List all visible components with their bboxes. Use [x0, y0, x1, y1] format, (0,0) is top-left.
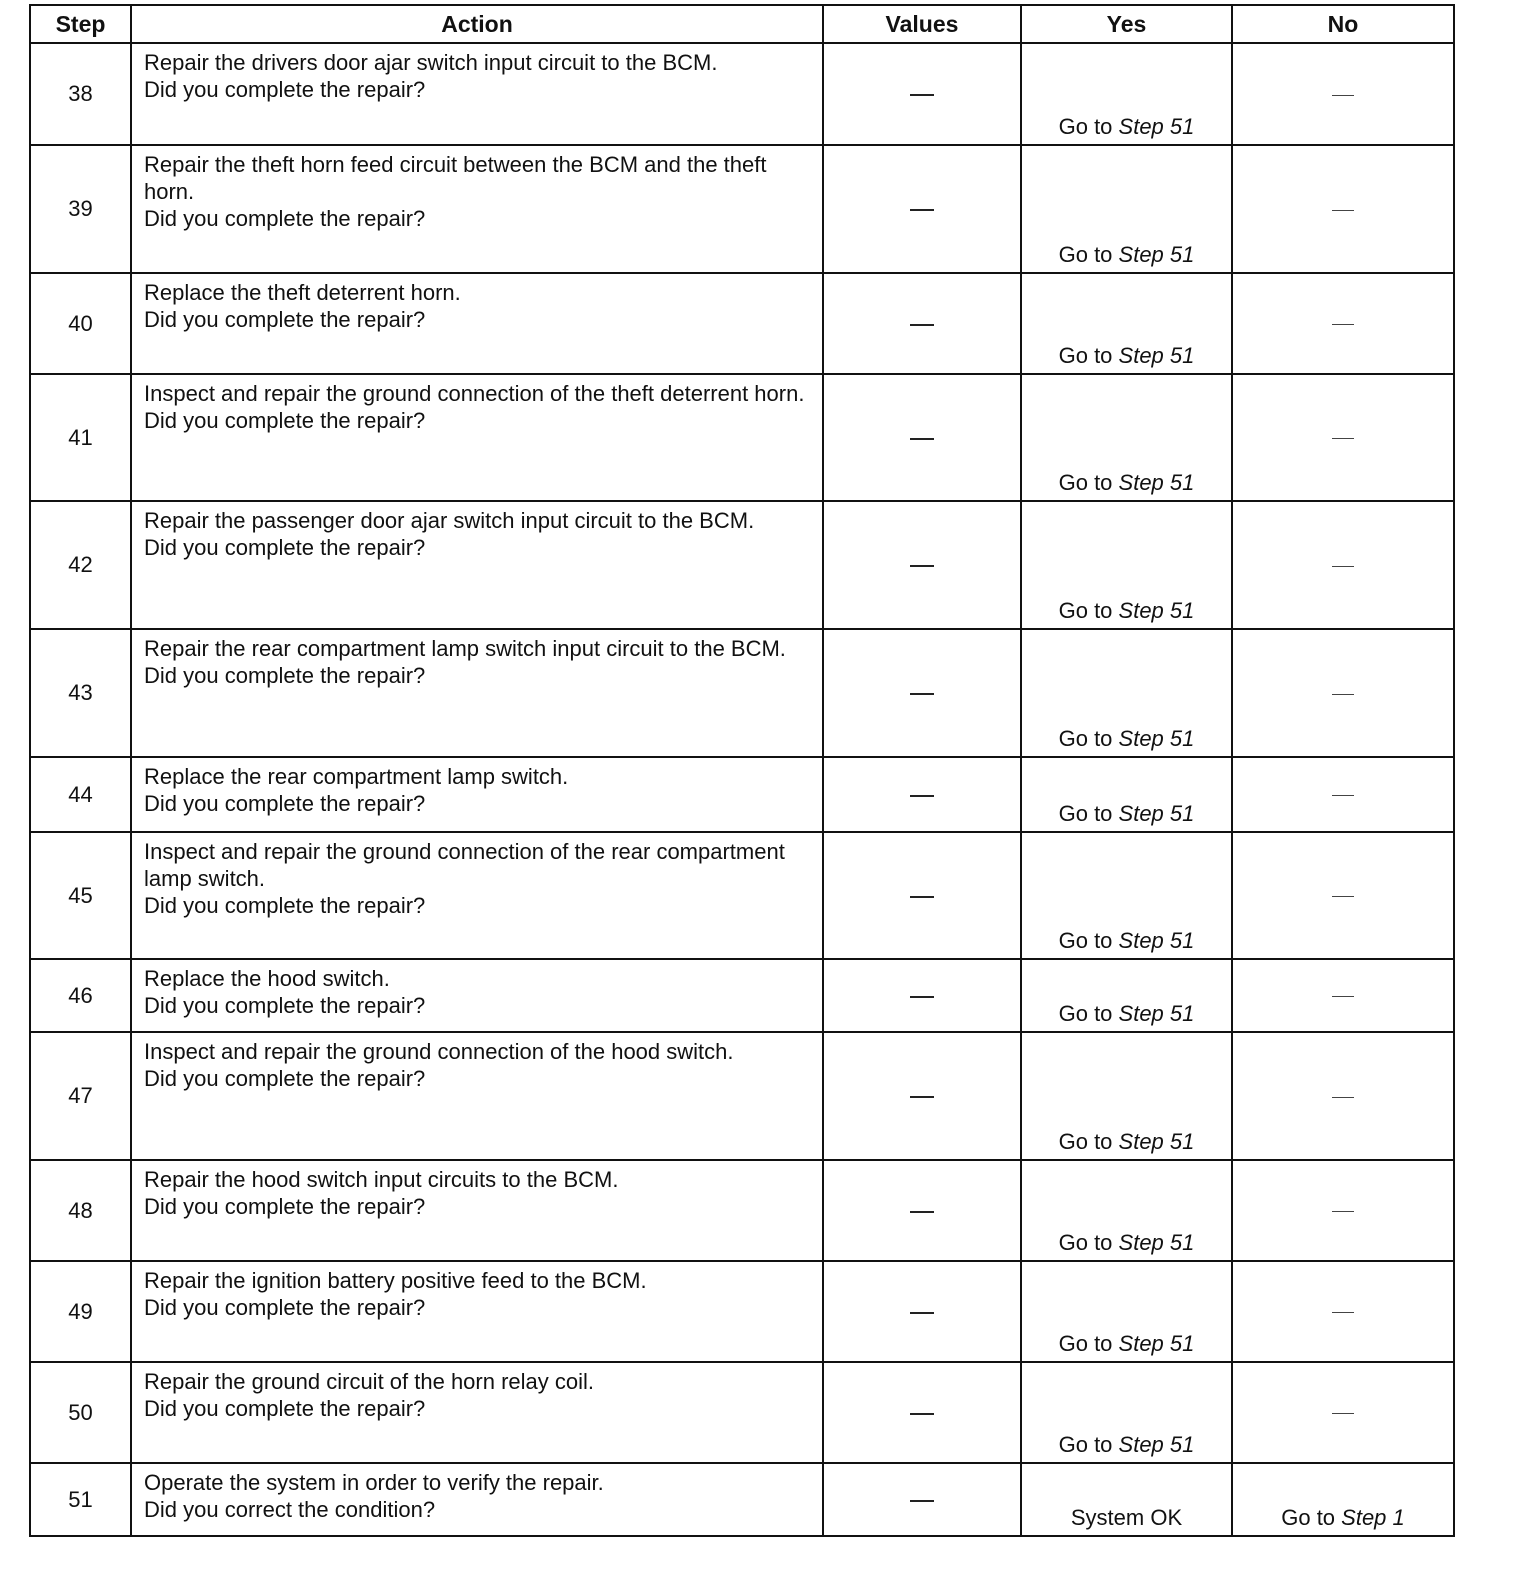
action-question: Did you complete the repair? [144, 993, 426, 1018]
yes-step-link[interactable]: Step 51 [1118, 598, 1195, 623]
step-number: 38 [30, 43, 131, 145]
yes-prefix: Go to [1058, 1432, 1119, 1457]
yes-cell [1021, 959, 1232, 1032]
step-number: 39 [30, 145, 131, 273]
values-cell [823, 1160, 1021, 1261]
no-cell [1232, 1463, 1454, 1536]
action-cell [131, 629, 823, 757]
header-step: Step [30, 5, 131, 43]
values-dash [910, 1500, 934, 1502]
step-number: 45 [30, 832, 131, 959]
action-cell [131, 1160, 823, 1261]
diagnostic-step-table [29, 4, 1455, 1537]
values-dash [910, 324, 934, 326]
yes-prefix: Go to [1058, 114, 1119, 139]
yes-cell [1021, 374, 1232, 501]
values-cell [823, 629, 1021, 757]
action-question: Did you complete the repair? [144, 535, 426, 560]
table-row [30, 43, 1454, 145]
action-text: Repair the drivers door ajar switch input circuit to the BCM. [144, 50, 718, 75]
no-prefix: Go to [1281, 1505, 1342, 1530]
step-number: 40 [30, 273, 131, 374]
yes-prefix: Go to [1058, 343, 1119, 368]
yes-cell [1021, 43, 1232, 145]
no-cell [1232, 501, 1454, 629]
no-cell [1232, 145, 1454, 273]
values-cell [823, 959, 1021, 1032]
no-cell [1232, 757, 1454, 832]
values-dash [910, 896, 934, 898]
no-cell [1232, 1362, 1454, 1463]
yes-step-link[interactable]: Step 51 [1118, 1129, 1195, 1154]
step-number: 51 [30, 1463, 131, 1536]
action-text: Repair the theft horn feed circuit between the BCM and the theft horn. [144, 152, 767, 204]
table-row [30, 959, 1454, 1032]
yes-prefix: Go to [1058, 1331, 1119, 1356]
header-no: No [1232, 5, 1454, 43]
action-text: Inspect and repair the ground connection of the rear compartment lamp switch. [144, 839, 785, 891]
no-dash [1332, 324, 1354, 325]
yes-step-link[interactable]: Step 51 [1118, 1331, 1195, 1356]
action-question: Did you complete the repair? [144, 1194, 426, 1219]
yes-step-link[interactable]: Step 51 [1118, 801, 1195, 826]
yes-result: System OK [1070, 1505, 1183, 1530]
yes-step-link[interactable]: Step 51 [1118, 1230, 1195, 1255]
no-dash [1332, 1211, 1354, 1212]
yes-prefix: Go to [1058, 726, 1119, 751]
values-dash [910, 1312, 934, 1314]
values-dash [910, 209, 934, 211]
no-dash [1332, 438, 1354, 439]
action-question: Did you complete the repair? [144, 893, 426, 918]
action-text: Repair the passenger door ajar switch input circuit to the BCM. [144, 508, 755, 533]
no-dash [1332, 996, 1354, 997]
yes-prefix: Go to [1058, 1129, 1119, 1154]
action-cell [131, 832, 823, 959]
step-number: 44 [30, 757, 131, 832]
values-cell [823, 1261, 1021, 1362]
values-dash [910, 1413, 934, 1415]
values-cell [823, 832, 1021, 959]
no-dash [1332, 1097, 1354, 1098]
action-text: Replace the theft deterrent horn. [144, 280, 461, 305]
yes-step-link[interactable]: Step 51 [1118, 242, 1195, 267]
yes-cell [1021, 1160, 1232, 1261]
action-text: Inspect and repair the ground connection of the theft deterrent horn. [144, 381, 805, 406]
yes-prefix: Go to [1058, 598, 1119, 623]
values-cell [823, 1463, 1021, 1536]
table-row [30, 757, 1454, 832]
no-cell [1232, 273, 1454, 374]
step-number: 49 [30, 1261, 131, 1362]
action-question: Did you complete the repair? [144, 663, 426, 688]
action-cell [131, 1261, 823, 1362]
table-row [30, 1160, 1454, 1261]
no-cell [1232, 959, 1454, 1032]
yes-cell [1021, 629, 1232, 757]
action-question: Did you complete the repair? [144, 408, 426, 433]
no-dash [1332, 1413, 1354, 1414]
yes-cell [1021, 1261, 1232, 1362]
table-row [30, 1463, 1454, 1536]
values-dash [910, 94, 934, 96]
action-cell [131, 1032, 823, 1160]
yes-cell [1021, 501, 1232, 629]
action-cell [131, 501, 823, 629]
action-cell [131, 959, 823, 1032]
action-text: Operate the system in order to verify the repair. [144, 1470, 604, 1495]
header-values: Values [823, 5, 1021, 43]
step-number: 42 [30, 501, 131, 629]
yes-prefix: Go to [1058, 1230, 1119, 1255]
table-row [30, 1362, 1454, 1463]
values-dash [910, 795, 934, 797]
table-header-row [30, 5, 1454, 43]
no-dash [1332, 95, 1354, 96]
action-text: Repair the ignition battery positive feed to the BCM. [144, 1268, 647, 1293]
yes-cell [1021, 145, 1232, 273]
table-row [30, 501, 1454, 629]
no-cell [1232, 43, 1454, 145]
yes-prefix: Go to [1058, 1001, 1119, 1026]
action-text: Repair the rear compartment lamp switch input circuit to the BCM. [144, 636, 786, 661]
values-cell [823, 374, 1021, 501]
no-cell [1232, 1261, 1454, 1362]
yes-step-link[interactable]: Step 51 [1118, 114, 1195, 139]
step-number: 48 [30, 1160, 131, 1261]
action-cell [131, 374, 823, 501]
yes-prefix: Go to [1058, 470, 1119, 495]
table-row [30, 374, 1454, 501]
yes-cell [1021, 1463, 1232, 1536]
action-cell [131, 1463, 823, 1536]
yes-step-link[interactable]: Step 51 [1118, 1432, 1195, 1457]
action-text: Repair the ground circuit of the horn relay coil. [144, 1369, 595, 1394]
values-dash [910, 1096, 934, 1098]
no-cell [1232, 1032, 1454, 1160]
values-cell [823, 1032, 1021, 1160]
yes-cell [1021, 273, 1232, 374]
yes-step-link[interactable]: Step 51 [1118, 726, 1195, 751]
yes-cell [1021, 1032, 1232, 1160]
action-cell [131, 145, 823, 273]
no-cell [1232, 374, 1454, 501]
no-dash [1332, 1312, 1354, 1313]
action-question: Did you complete the repair? [144, 307, 426, 332]
table-row [30, 1261, 1454, 1362]
table-row [30, 1032, 1454, 1160]
yes-cell [1021, 832, 1232, 959]
action-cell [131, 43, 823, 145]
table-row [30, 832, 1454, 959]
step-number: 43 [30, 629, 131, 757]
no-cell [1232, 1160, 1454, 1261]
yes-step-link[interactable]: Step 51 [1118, 470, 1195, 495]
no-cell [1232, 629, 1454, 757]
values-cell [823, 501, 1021, 629]
table-row [30, 273, 1454, 374]
action-question: Did you complete the repair? [144, 77, 426, 102]
table-row [30, 145, 1454, 273]
action-text: Repair the hood switch input circuits to the BCM. [144, 1167, 619, 1192]
yes-prefix: Go to [1058, 801, 1119, 826]
yes-cell [1021, 1362, 1232, 1463]
action-text: Replace the hood switch. [144, 966, 390, 991]
step-number: 47 [30, 1032, 131, 1160]
action-question: Did you correct the condition? [144, 1497, 436, 1522]
action-text: Inspect and repair the ground connection of the hood switch. [144, 1039, 734, 1064]
no-dash [1332, 210, 1354, 211]
values-cell [823, 1362, 1021, 1463]
values-dash [910, 996, 934, 998]
values-dash [910, 565, 934, 567]
action-question: Did you complete the repair? [144, 206, 426, 231]
values-cell [823, 43, 1021, 145]
action-question: Did you complete the repair? [144, 1396, 426, 1421]
action-cell [131, 757, 823, 832]
header-yes: Yes [1021, 5, 1232, 43]
yes-step-link[interactable]: Step 51 [1118, 928, 1195, 953]
values-dash [910, 438, 934, 440]
no-cell [1232, 832, 1454, 959]
action-text: Replace the rear compartment lamp switch. [144, 764, 569, 789]
action-question: Did you complete the repair? [144, 791, 426, 816]
values-dash [910, 693, 934, 695]
values-cell [823, 273, 1021, 374]
no-dash [1332, 795, 1354, 796]
yes-prefix: Go to [1058, 242, 1119, 267]
no-step-link[interactable]: Step 1 [1341, 1505, 1405, 1530]
no-dash [1332, 896, 1354, 897]
step-number: 41 [30, 374, 131, 501]
values-cell [823, 145, 1021, 273]
yes-prefix: Go to [1058, 928, 1119, 953]
action-question: Did you complete the repair? [144, 1295, 426, 1320]
table-row [30, 629, 1454, 757]
no-dash [1332, 566, 1354, 567]
values-dash [910, 1211, 934, 1213]
no-dash [1332, 694, 1354, 695]
yes-step-link[interactable]: Step 51 [1118, 343, 1195, 368]
action-cell [131, 273, 823, 374]
yes-cell [1021, 757, 1232, 832]
yes-step-link[interactable]: Step 51 [1118, 1001, 1195, 1026]
values-cell [823, 757, 1021, 832]
step-number: 50 [30, 1362, 131, 1463]
action-question: Did you complete the repair? [144, 1066, 426, 1091]
header-action: Action [131, 5, 823, 43]
action-cell [131, 1362, 823, 1463]
step-number: 46 [30, 959, 131, 1032]
